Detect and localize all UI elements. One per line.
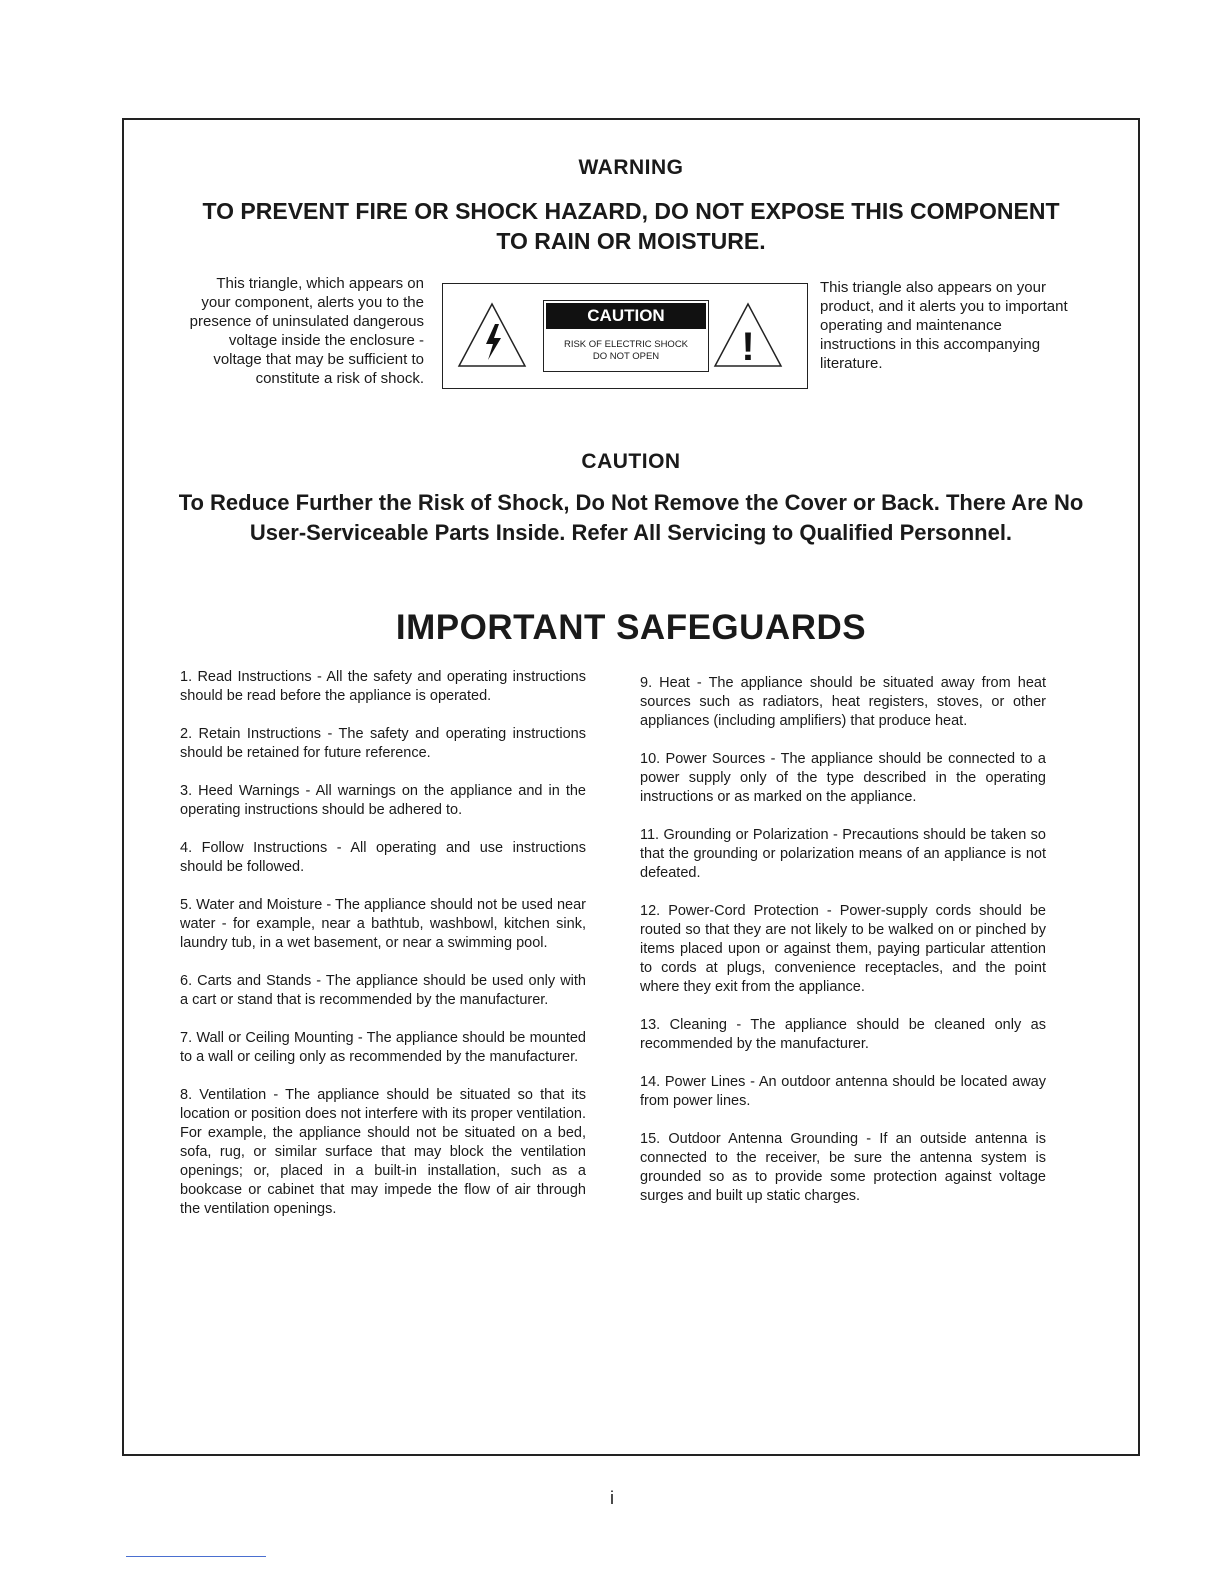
safeguard-item: 12. Power-Cord Protection - Power-supply cords should be routed so that they are not likely to be walked on or pinched by items placed upon or against them, paying particular attention to cords at plugs, convenience receptacles, and the point where they exit from the appliance. [640, 903, 1046, 995]
safeguard-item: 1. Read Instructions - All the safety and operating instructions should be read before the appliance is operated. [180, 669, 586, 704]
scan-artifact-divider [126, 1556, 266, 1557]
warning-title: WARNING [578, 156, 684, 179]
safeguard-item: 15. Outdoor Antenna Grounding - If an outside antenna is connected to the receiver, be sure the antenna system is grounded so as to provide some protection against voltage surges and built up static charges. [640, 1131, 1046, 1204]
safeguard-item: 10. Power Sources - The appliance should be connected to a power supply only of the type described in the operating instructions or as marked on the appliance. [640, 751, 1046, 805]
safeguards-left-column [180, 668, 586, 1238]
exclamation-glyph: ! [741, 325, 755, 368]
safeguard-item: 13. Cleaning - The appliance should be cleaned only as recommended by the manufacturer. [640, 1017, 1046, 1052]
page-number: i [610, 1488, 614, 1508]
safeguard-item: 9. Heat - The appliance should be situated away from heat sources such as radiators, heat registers, stoves, or other appliances (including amplifiers) that produce heat. [640, 675, 1046, 729]
safeguard-item: 5. Water and Moisture - The appliance should not be used near water - for example, near a bathtub, washbowl, kitchen sink, laundry tub, in a wet basement, or near a swimming pool. [180, 897, 586, 951]
caution-plate [543, 300, 709, 372]
caution-plate-subtitle [544, 339, 708, 363]
safeguards-title: IMPORTANT SAFEGUARDS [395, 608, 867, 647]
caution-label [442, 283, 808, 389]
caution-title: CAUTION [581, 450, 681, 473]
safeguard-item: 11. Grounding or Polarization - Precautions should be taken so that the grounding or polarization means of an appliance is not defeated. [640, 827, 1046, 881]
safeguard-item: 4. Follow Instructions - All operating and use instructions should be followed. [180, 840, 586, 875]
safeguard-item: 2. Retain Instructions - The safety and operating instructions should be retained for future reference. [180, 726, 586, 761]
safeguard-item: 14. Power Lines - An outdoor antenna should be located away from power lines. [640, 1074, 1046, 1109]
lightning-triangle-description: This triangle, which appears on your component, alerts you to the presence of uninsulated dangerous voltage inside the enclosure - voltage that may be sufficient to constitute a risk of shock. [189, 275, 424, 387]
caution-plate-line2: DO NOT OPEN [592, 351, 660, 362]
caution-plate-line1: RISK OF ELECTRIC SHOCK [563, 339, 689, 350]
hazard-statement: TO PREVENT FIRE OR SHOCK HAZARD, DO NOT EXPOSE THIS COMPONENT TO RAIN OR MOISTURE. [202, 198, 1060, 254]
safeguard-item: 6. Carts and Stands - The appliance should be used only with a cart or stand that is recommended by the manufacturer. [180, 973, 586, 1008]
safeguard-item: 8. Ventilation - The appliance should be situated so that its location or position does not interfere with its proper ventilation. For example, the appliance should not be situated on a bed, sofa, rug, or similar surface that may block the ventilation openings; or, placed in a built-in installation, such as a bookcase or cabinet that may impede the flow of air through the ventilation openings. [180, 1087, 586, 1217]
exclamation-triangle-icon [713, 302, 783, 368]
safeguard-item: 7. Wall or Ceiling Mounting - The appliance should be mounted to a wall or ceiling only as recommended by the manufacturer. [180, 1030, 586, 1065]
safeguard-item: 3. Heed Warnings - All warnings on the appliance and in the operating instructions should be adhered to. [180, 783, 586, 818]
exclamation-triangle-description: This triangle also appears on your product, and it alerts you to important operating and maintenance instructions in this accompanying literature. [820, 279, 1068, 372]
safeguards-right-column [640, 674, 1046, 1225]
warning-frame [122, 118, 1140, 1456]
lightning-triangle-icon [457, 302, 527, 368]
caution-plate-title: CAUTION [546, 303, 706, 329]
caution-statement: To Reduce Further the Risk of Shock, Do Not Remove the Cover or Back. There Are No User-Serviceable Parts Inside. Refer All Servicing to Qualified Personnel. [178, 490, 1084, 545]
